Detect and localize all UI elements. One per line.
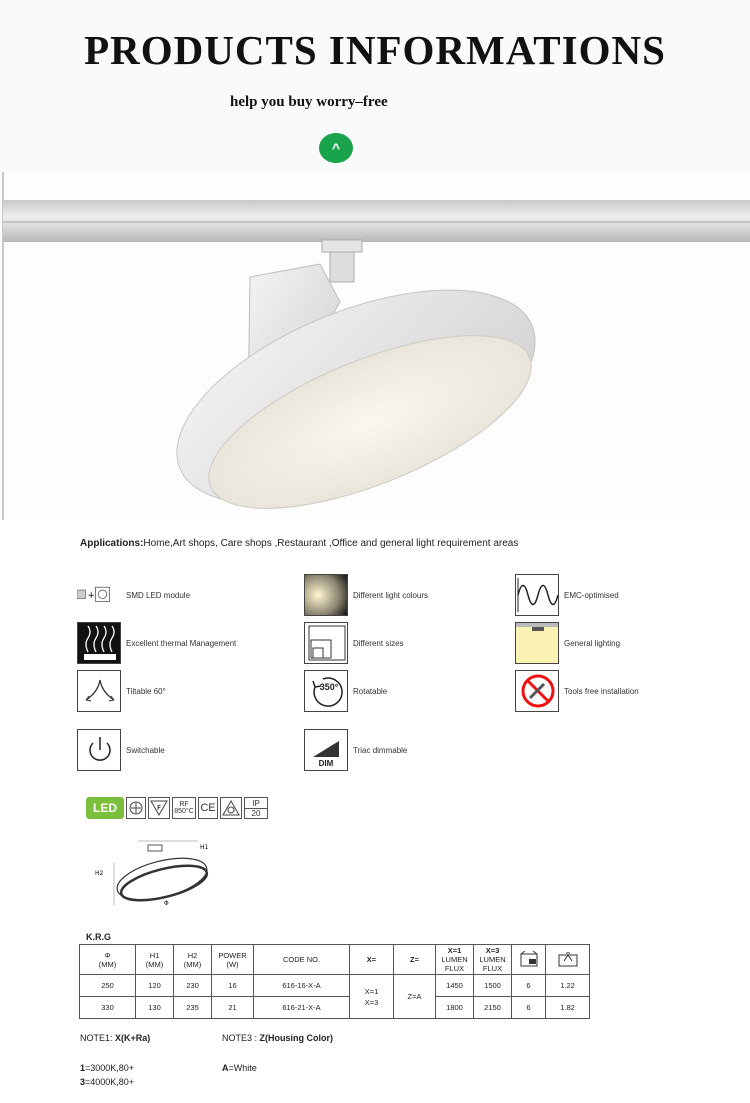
dim-icon [304, 729, 348, 771]
cell-carton: 6 [512, 997, 546, 1019]
weight-icon [558, 951, 578, 967]
header-x3-lumen: X=3 LUMEN FLUX [474, 945, 512, 975]
cell-power: 21 [212, 997, 254, 1019]
smd-led-module-icon [77, 582, 121, 608]
light-colours-icon [304, 574, 348, 616]
svg-text:Φ: Φ [164, 900, 169, 907]
cell-weight: 1.22 [546, 975, 590, 997]
header-banner [0, 0, 750, 172]
cell-lumen-x3: 1500 [474, 975, 512, 997]
applications-label: Applications: [80, 538, 144, 549]
header-x1-lumen: X=1 LUMEN FLUX [436, 945, 474, 975]
cell-lumen-x1: 1800 [436, 997, 474, 1019]
feature-switchable [77, 729, 165, 771]
svg-text:+: + [87, 590, 95, 601]
feature-dimmable [304, 729, 407, 771]
cell-x-values: X=1 X=3 [350, 975, 394, 1019]
table-header-row [80, 945, 590, 975]
cell-power: 16 [212, 975, 254, 997]
feature-label: Excellent thermal Management [126, 638, 237, 648]
certification-badges [86, 797, 270, 819]
feature-tilt [77, 670, 166, 712]
rotate-icon [304, 670, 348, 712]
sizes-icon [304, 622, 348, 664]
thermal-icon [77, 622, 121, 664]
rotate-degree-text: 350° [319, 682, 339, 692]
general-lighting-icon [515, 622, 559, 664]
header-phi: Φ (MM) [80, 945, 136, 975]
svg-text:H1: H1 [200, 844, 209, 851]
note1-value: X(K+Ra) [115, 1033, 151, 1043]
feature-label: Rotatable [353, 686, 388, 696]
page-title: PRODUCTS INFORMATIONS [84, 27, 666, 73]
applications-line [80, 538, 518, 549]
note1-label: NOTE1: [80, 1033, 116, 1043]
cell-weight: 1.82 [546, 997, 590, 1019]
led-badge: LED [86, 797, 124, 819]
brand-label: K.R.G [86, 932, 112, 942]
header-z: Z= [394, 945, 436, 975]
emc-wave-icon [515, 574, 559, 616]
feature-label: Tiltable 60° [126, 686, 166, 696]
cell-h2: 230 [174, 975, 212, 997]
header-carton [512, 945, 546, 975]
spec-table [79, 944, 590, 1019]
feature-label: Different light colours [353, 590, 428, 600]
table-row [80, 975, 590, 997]
cell-phi: 250 [80, 975, 136, 997]
cell-code: 616-21-X-A [254, 997, 350, 1019]
feature-label: SMD LED module [126, 590, 191, 600]
carton-icon [520, 951, 538, 967]
track-light-illustration [0, 172, 750, 520]
product-photo [0, 172, 750, 520]
feature-smd-led [77, 582, 190, 608]
feature-general-lighting [515, 622, 620, 664]
ip-badge [244, 797, 268, 819]
cell-h2: 235 [174, 997, 212, 1019]
header-weight [546, 945, 590, 975]
cell-lumen-x3: 2150 [474, 997, 512, 1019]
ce-badge: CE [198, 797, 218, 819]
feature-label: General lighting [564, 638, 621, 648]
header-power: POWER (W) [212, 945, 254, 975]
rf-temp: 850°C [174, 808, 194, 815]
svg-text:F: F [157, 804, 162, 812]
feature-light-colours [304, 574, 428, 616]
cell-h1: 120 [136, 975, 174, 997]
feature-label: Triac dimmable [353, 745, 408, 755]
feature-label: EMC-optimised [564, 590, 619, 600]
class-badge-icon [126, 797, 146, 819]
feature-tools-free [515, 670, 639, 712]
note-line-white: A=White [222, 1063, 257, 1073]
ip-number: 20 [245, 808, 267, 818]
header-h2: H2 (MM) [174, 945, 212, 975]
feature-sizes [304, 622, 404, 664]
feature-thermal [77, 622, 236, 664]
page-subtitle: help you buy worry–free [230, 94, 388, 110]
rf-label: RF [179, 801, 189, 808]
cell-phi: 330 [80, 997, 136, 1019]
cell-lumen-x1: 1450 [436, 975, 474, 997]
table-row [80, 997, 590, 1019]
note3-value: Z(Housing Color) [259, 1033, 334, 1043]
safety-mark-icon [220, 797, 242, 819]
feature-label: Different sizes [353, 638, 404, 648]
cell-carton: 6 [512, 975, 546, 997]
applications-text: Home,Art shops, Care shops ,Restaurant ,Office and general light requirement areas [143, 538, 519, 549]
cell-code: 616-16-X-A [254, 975, 350, 997]
note3 [222, 1033, 333, 1043]
header-code: CODE NO. [254, 945, 350, 975]
scroll-up-icon[interactable]: ^ [319, 133, 353, 163]
dim-text: DIM [318, 759, 334, 768]
cell-h1: 130 [136, 997, 174, 1019]
dimension-diagram [90, 833, 220, 913]
power-icon [77, 729, 121, 771]
no-tools-icon [515, 670, 559, 712]
header-h1: H1 (MM) [136, 945, 174, 975]
svg-text:H2: H2 [95, 870, 104, 877]
feature-label: Tools free installation [564, 686, 639, 696]
ip-label: IP [252, 798, 260, 808]
feature-label: Switchable [126, 745, 165, 755]
note-line-4000k: 3=4000K,80+ [80, 1077, 135, 1087]
header-x: X= [350, 945, 394, 975]
rf-badge [172, 797, 196, 819]
feature-emc [515, 574, 619, 616]
tilt-icon [77, 670, 121, 712]
note3-label: NOTE3 : [222, 1033, 260, 1043]
cell-z-value: Z=A [394, 975, 436, 1019]
feature-rotatable [304, 670, 387, 712]
note1 [80, 1033, 150, 1043]
note-line-3000k: 1=3000K,80+ [80, 1063, 135, 1073]
f-mark-icon [148, 797, 170, 819]
